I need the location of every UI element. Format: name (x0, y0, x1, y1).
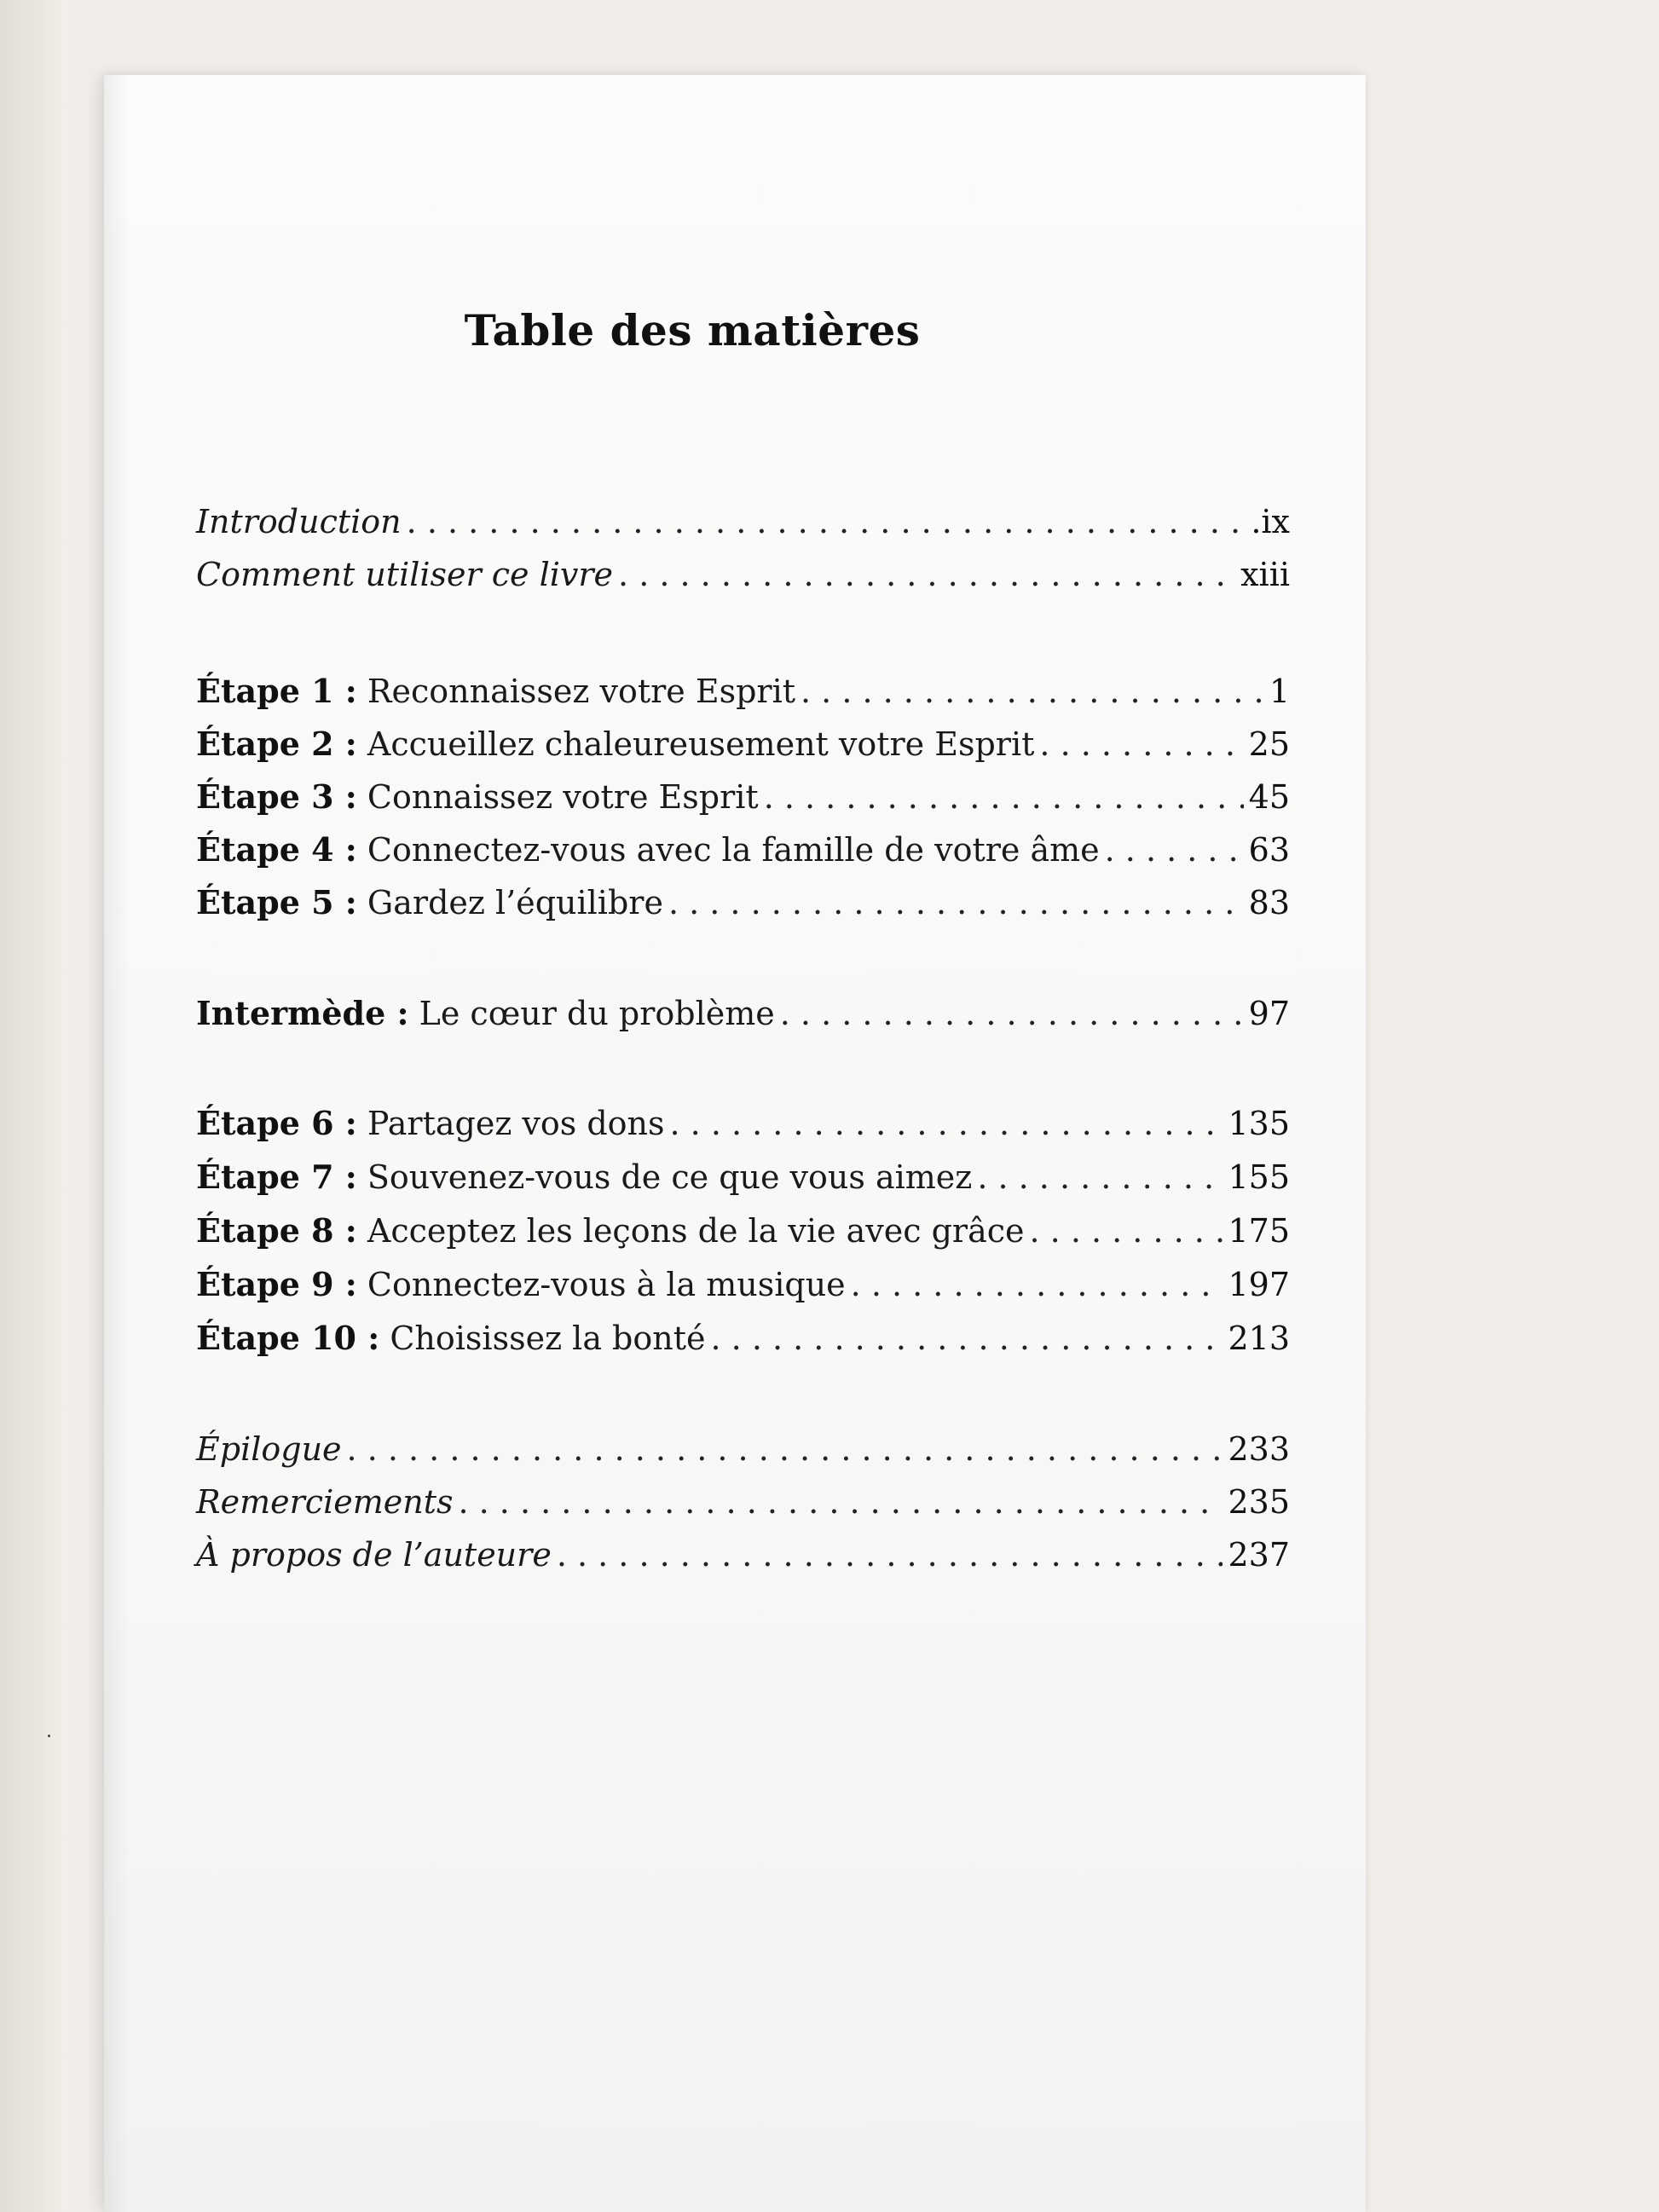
entry-label (196, 672, 795, 710)
entry-step-prefix: Étape 10 : (196, 1319, 380, 1357)
entry-label (196, 830, 1100, 869)
entry-label: À propos de l’auteure (196, 1536, 552, 1574)
entry-page-number: 83 (1248, 884, 1290, 921)
dot-leader (668, 884, 1244, 921)
entry-label: Comment utiliser ce livre (196, 556, 614, 593)
entry-page-number: 63 (1248, 831, 1290, 869)
entry-label (196, 777, 759, 816)
entry-step-prefix: Étape 5 : (196, 883, 357, 921)
entry-page-number: 213 (1228, 1320, 1290, 1357)
entry-title: Souvenez-vous de ce que vous aimez (356, 1158, 973, 1196)
toc-entry (196, 1483, 1290, 1521)
entry-label: Introduction (196, 503, 402, 540)
entry-title: Choisissez la bonté (379, 1320, 706, 1357)
entry-page-number: 197 (1228, 1266, 1290, 1303)
dot-leader (1039, 725, 1243, 763)
dot-leader (780, 995, 1244, 1032)
entry-page-number: 135 (1228, 1105, 1290, 1142)
entry-step-prefix: Étape 7 : (196, 1158, 357, 1196)
entry-label (196, 1158, 972, 1196)
toc-entry (196, 883, 1290, 921)
dot-leader (711, 1320, 1223, 1357)
entry-label (196, 1104, 665, 1142)
entry-step-prefix: Étape 1 : (196, 672, 357, 710)
entry-title: Connectez-vous avec la famille de votre âme (356, 831, 1100, 869)
entry-label (196, 994, 775, 1032)
dot-leader (851, 1266, 1223, 1303)
dot-leader (458, 1483, 1223, 1521)
dot-leader (977, 1158, 1223, 1196)
entry-page-number: 45 (1248, 778, 1290, 816)
entry-label: Épilogue (196, 1430, 342, 1468)
entry-label (196, 1265, 846, 1303)
entry-step-prefix: Étape 8 : (196, 1211, 357, 1250)
entry-page-number: 237 (1228, 1536, 1290, 1574)
adjacent-page-edge (0, 0, 68, 2212)
toc-entry (196, 1211, 1290, 1250)
entry-title: Acceptez les leçons de la vie avec grâce (356, 1212, 1025, 1250)
entry-title: Connectez-vous à la musique (356, 1266, 846, 1303)
dot-leader (618, 556, 1235, 593)
dot-leader (670, 1105, 1223, 1142)
dot-leader (557, 1536, 1223, 1574)
entry-step-prefix: Étape 3 : (196, 777, 357, 816)
speck-mark (48, 1735, 50, 1737)
entry-label (196, 725, 1034, 763)
entry-step-prefix: Étape 6 : (196, 1104, 357, 1142)
entry-step-prefix: Étape 4 : (196, 830, 357, 869)
toc-entry (196, 830, 1290, 869)
dot-leader (347, 1430, 1223, 1468)
toc-entry (196, 1265, 1290, 1303)
toc-entry (196, 1536, 1290, 1574)
dot-leader (1030, 1212, 1223, 1250)
entry-title: Partagez vos dons (356, 1105, 665, 1142)
entry-label (196, 1319, 706, 1357)
entry-step-prefix: Étape 9 : (196, 1265, 357, 1303)
entry-page-number: 175 (1228, 1212, 1290, 1250)
entry-page-number: xiii (1240, 556, 1290, 593)
book-page (104, 75, 1366, 2212)
entry-page-number: .ix (1251, 503, 1290, 540)
entry-title: Accueillez chaleureusement votre Esprit (356, 725, 1035, 763)
entry-page-number: 233 (1228, 1430, 1290, 1468)
toc-entry (196, 503, 1290, 540)
page-title: Table des matières (464, 305, 921, 355)
toc-entry (196, 672, 1290, 710)
toc-entry (196, 725, 1290, 763)
entry-label: Remerciements (196, 1483, 454, 1521)
dot-leader (801, 673, 1264, 710)
toc-entry (196, 1104, 1290, 1142)
entry-title: Connaissez votre Esprit (356, 778, 759, 816)
entry-title: Reconnaissez votre Esprit (356, 673, 795, 710)
toc-entry (196, 556, 1290, 593)
entry-step-prefix: Étape 2 : (196, 725, 357, 763)
toc-entry (196, 994, 1290, 1032)
toc-entry (196, 1430, 1290, 1468)
entry-label (196, 1211, 1025, 1250)
entry-page-number: 25 (1248, 725, 1290, 763)
entry-title: Gardez l’équilibre (356, 884, 663, 921)
entry-page-number: 1 (1269, 673, 1290, 710)
toc-entry (196, 777, 1290, 816)
dot-leader (1105, 831, 1244, 869)
entry-step-prefix: Intermède : (196, 994, 409, 1032)
dot-leader (407, 503, 1246, 540)
entry-title: Le cœur du problème (408, 995, 775, 1032)
toc-entry (196, 1158, 1290, 1196)
entry-page-number: 235 (1228, 1483, 1290, 1521)
entry-label (196, 883, 663, 921)
entry-page-number: 97 (1248, 995, 1290, 1032)
dot-leader (764, 778, 1244, 816)
entry-page-number: 155 (1228, 1158, 1290, 1196)
toc-entry (196, 1319, 1290, 1357)
